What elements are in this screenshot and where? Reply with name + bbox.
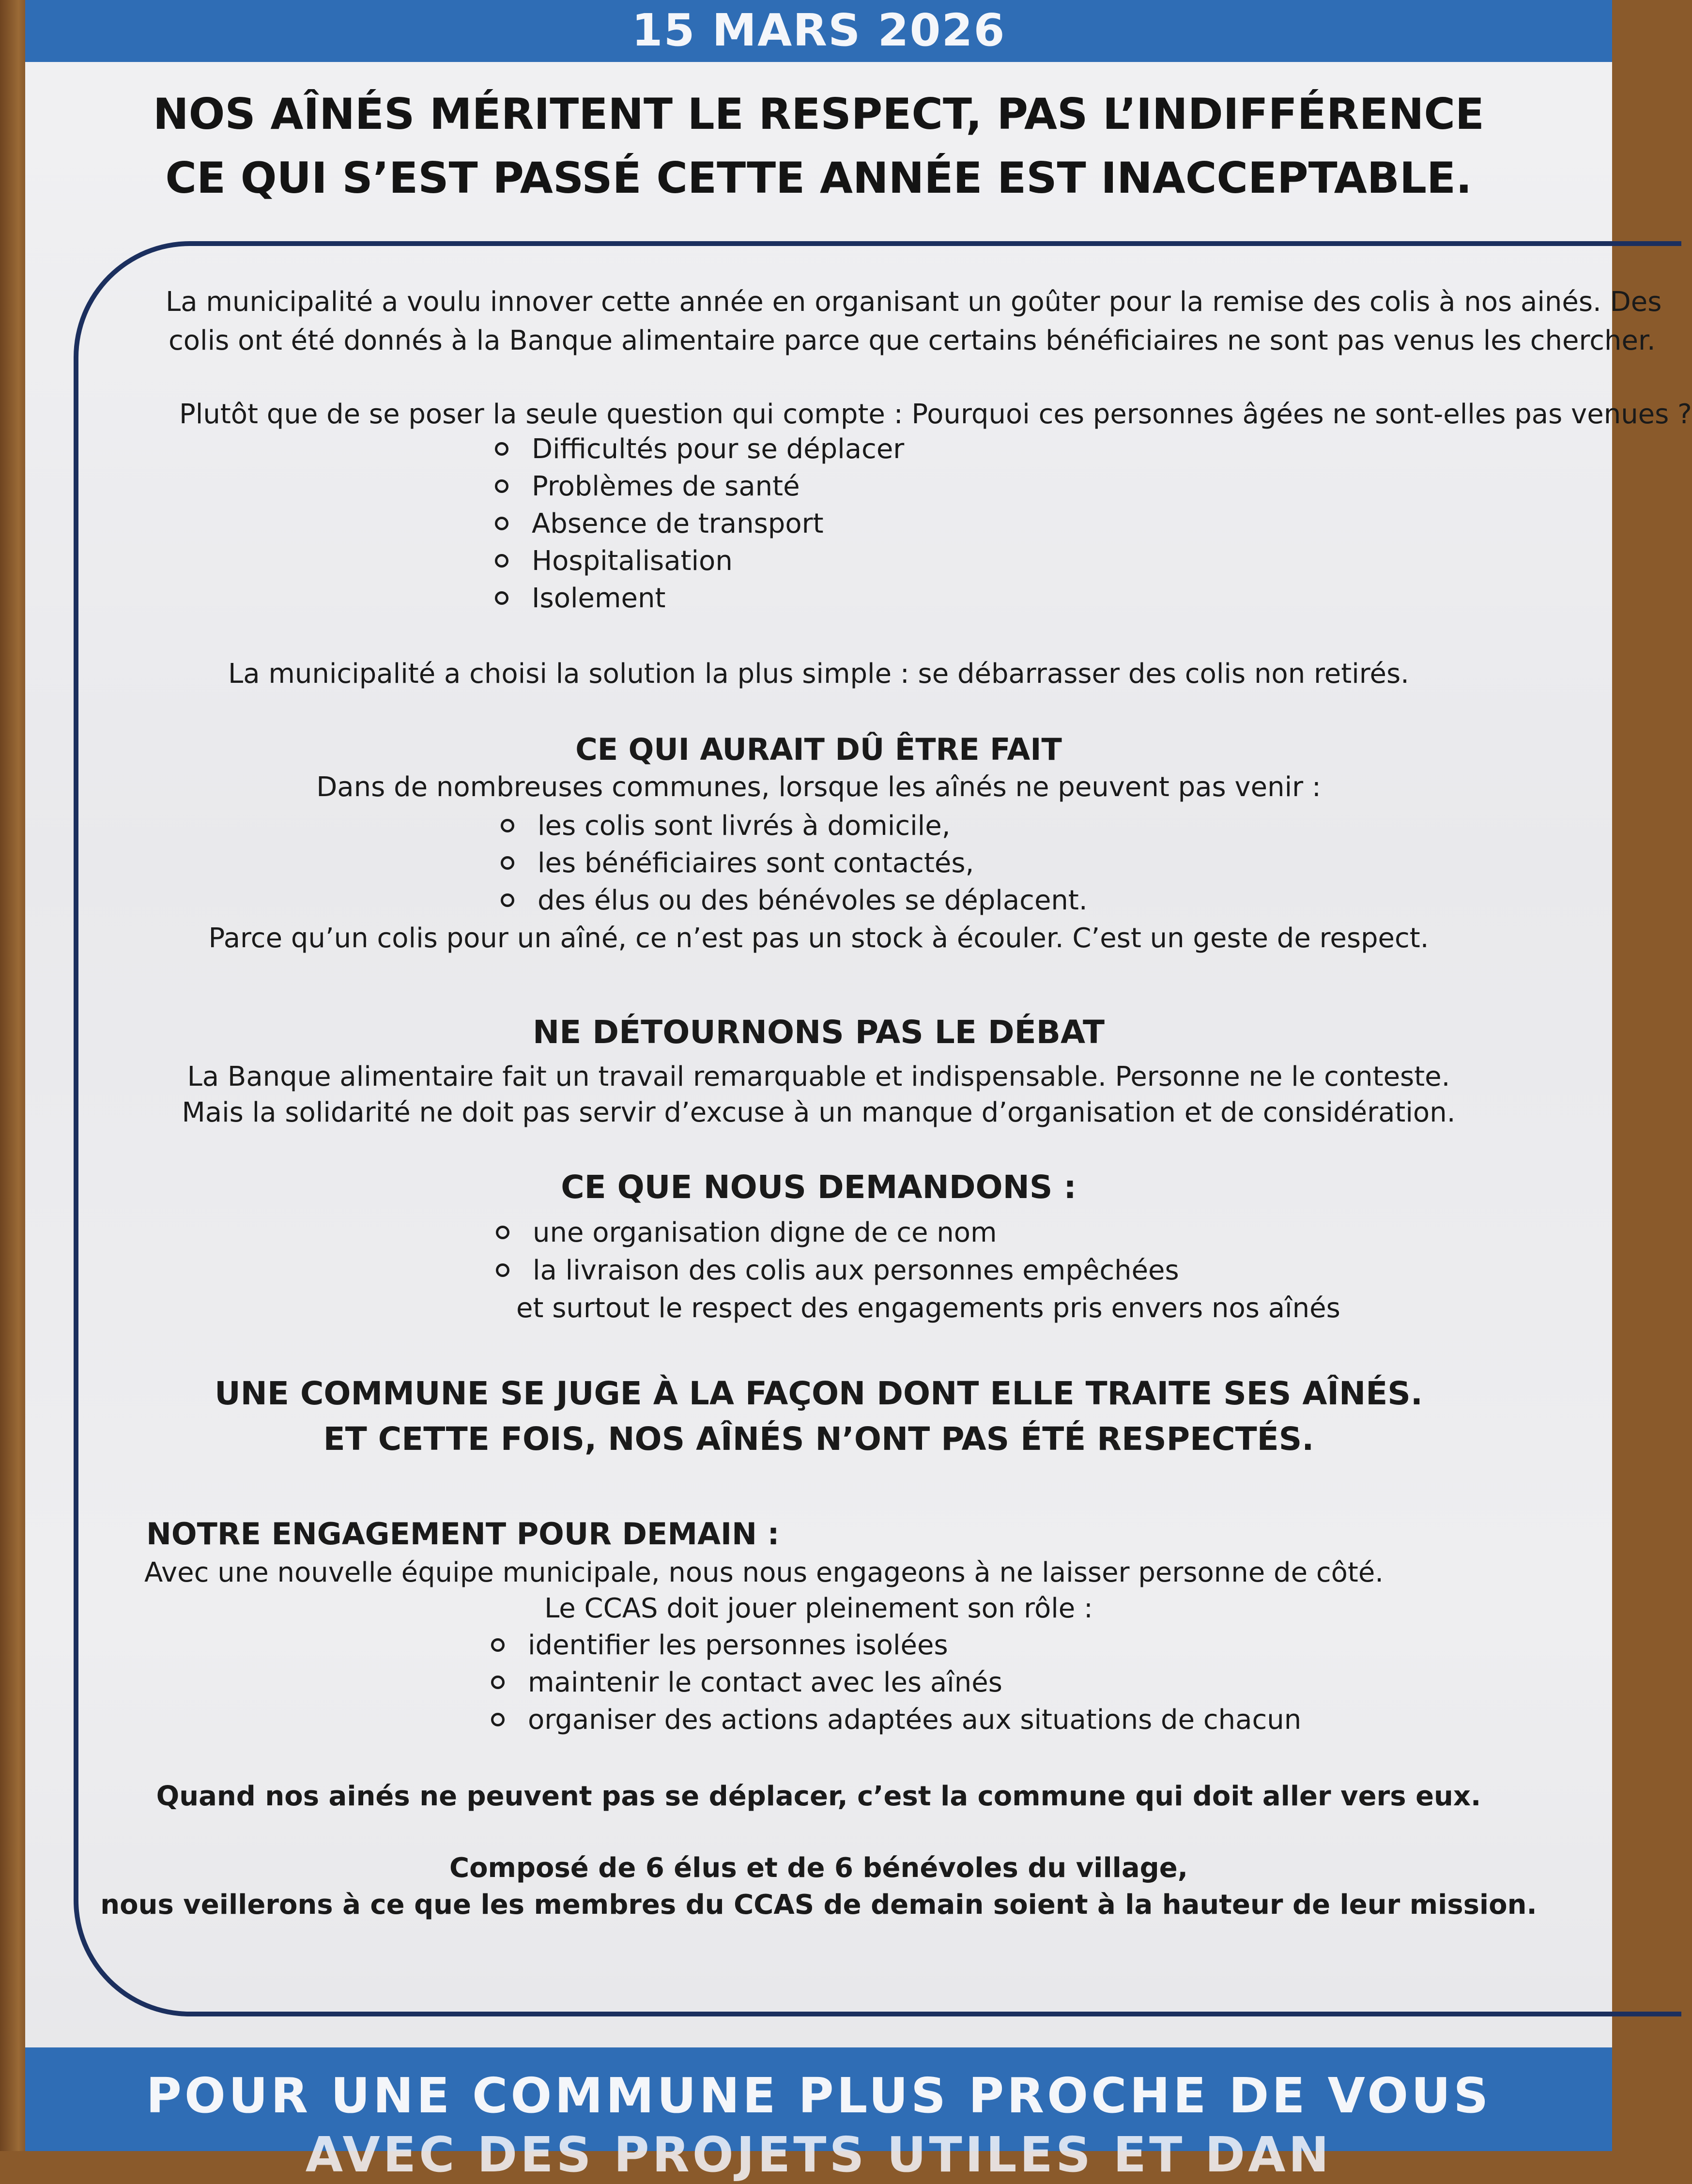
should-item: les colis sont livrés à domicile, <box>501 808 951 845</box>
reason-item: Difficultés pour se déplacer <box>495 431 904 468</box>
bullet-icon <box>495 442 508 456</box>
demand-item: une organisation digne de ce nom <box>496 1215 997 1251</box>
bullet-icon <box>495 554 508 568</box>
reason-item: Isolement <box>495 580 665 617</box>
slogan-line-2: ET CETTE FOIS, NOS AÎNÉS N’ONT PAS ÉTÉ RESPECTÉS. <box>323 1420 1314 1458</box>
section-demand-closing: et surtout le respect des engagements pris envers nos aînés <box>516 1292 1340 1324</box>
commitment-item: identifier les personnes isolées <box>491 1627 948 1664</box>
reason-item: Hospitalisation <box>495 543 733 580</box>
reason-item: Problèmes de santé <box>495 468 800 505</box>
footer-slogan-line-1: POUR UNE COMMUNE PLUS PROCHE DE VOUS <box>146 2067 1492 2124</box>
bullet-icon <box>501 856 514 870</box>
bullet-icon <box>491 1713 505 1726</box>
slogan-line-1: UNE COMMUNE SE JUGE À LA FAÇON DONT ELLE TRAITE SES AÎNÉS. <box>215 1375 1423 1412</box>
footer-slogan-line-2: AVEC DES PROJETS UTILES ET DAN <box>305 2126 1332 2183</box>
bullet-icon <box>491 1676 505 1689</box>
bullet-icon <box>495 517 508 530</box>
main-headline <box>25 82 1612 210</box>
section-debate-line-1: La Banque alimentaire fait un travail remarquable et indispensable. Personne ne le conteste. <box>187 1061 1450 1092</box>
should-item: des élus ou des bénévoles se déplacent. <box>501 882 1088 919</box>
bullet-icon <box>496 1226 509 1239</box>
election-date: 15 MARS 2026 <box>631 4 1006 56</box>
section-title-debate: NE DÉTOURNONS PAS LE DÉBAT <box>533 1014 1105 1051</box>
flyer-sheet <box>25 0 1692 2183</box>
bullet-icon <box>501 819 514 832</box>
section-title-should: CE QUI AURAIT DÛ ÊTRE FAIT <box>575 732 1062 767</box>
bullet-icon <box>495 479 508 493</box>
section-title-demand: CE QUE NOUS DEMANDONS : <box>561 1169 1077 1206</box>
intro-conclusion: La municipalité a choisi la solution la plus simple : se débarrasser des colis non retirés. <box>228 658 1409 690</box>
demand-item: la livraison des colis aux personnes empêchées <box>496 1252 1179 1289</box>
intro-line-1: La municipalité a voulu innover cette année en organisant un goûter pour la remise des colis à nos ainés. Des <box>166 286 1662 318</box>
commitment-bold-1: Quand nos ainés ne peuvent pas se déplacer, c’est la commune qui doit aller vers eux. <box>156 1781 1481 1812</box>
headline-line-1: NOS AÎNÉS MÉRITENT LE RESPECT, PAS L’INDIFFÉRENCE <box>153 89 1485 139</box>
commitment-bold-3: nous veillerons à ce que les membres du CCAS de demain soient à la hauteur de leur mission. <box>100 1889 1537 1921</box>
commitment-item: organiser des actions adaptées aux situations de chacun <box>491 1702 1301 1738</box>
intro-line-2: colis ont été donnés à la Banque alimentaire parce que certains bénéficiaires ne sont pas venus les chercher. <box>169 325 1656 356</box>
section-should-lead: Dans de nombreuses communes, lorsque les aînés ne peuvent pas venir : <box>316 771 1321 803</box>
should-item: les bénéficiaires sont contactés, <box>501 845 974 882</box>
headline-line-2: CE QUI S’EST PASSÉ CETTE ANNÉE EST INACCEPTABLE. <box>165 153 1472 203</box>
intro-question: Plutôt que de se poser la seule question qui compte : Pourquoi ces personnes âgées ne sont-elles pas venues ? <box>179 399 1692 430</box>
bullet-icon <box>491 1638 505 1652</box>
reason-item: Absence de transport <box>495 506 824 542</box>
commitment-item: maintenir le contact avec les aînés <box>491 1664 1002 1701</box>
section-title-commitment: NOTRE ENGAGEMENT POUR DEMAIN : <box>146 1516 780 1552</box>
commitment-line-2: Le CCAS doit jouer pleinement son rôle : <box>544 1593 1093 1624</box>
bullet-icon <box>495 591 508 605</box>
commitment-line-1: Avec une nouvelle équipe municipale, nous nous engageons à ne laisser personne de côté. <box>144 1557 1384 1588</box>
commitment-bold-2: Composé de 6 élus et de 6 bénévoles du village, <box>449 1852 1188 1884</box>
section-debate-line-2: Mais la solidarité ne doit pas servir d’excuse à un manque d’organisation et de considération. <box>182 1097 1456 1128</box>
bullet-icon <box>496 1263 509 1277</box>
bullet-icon <box>501 893 514 907</box>
section-should-closing: Parce qu’un colis pour un aîné, ce n’est pas un stock à écouler. C’est un geste de respect. <box>208 923 1429 954</box>
